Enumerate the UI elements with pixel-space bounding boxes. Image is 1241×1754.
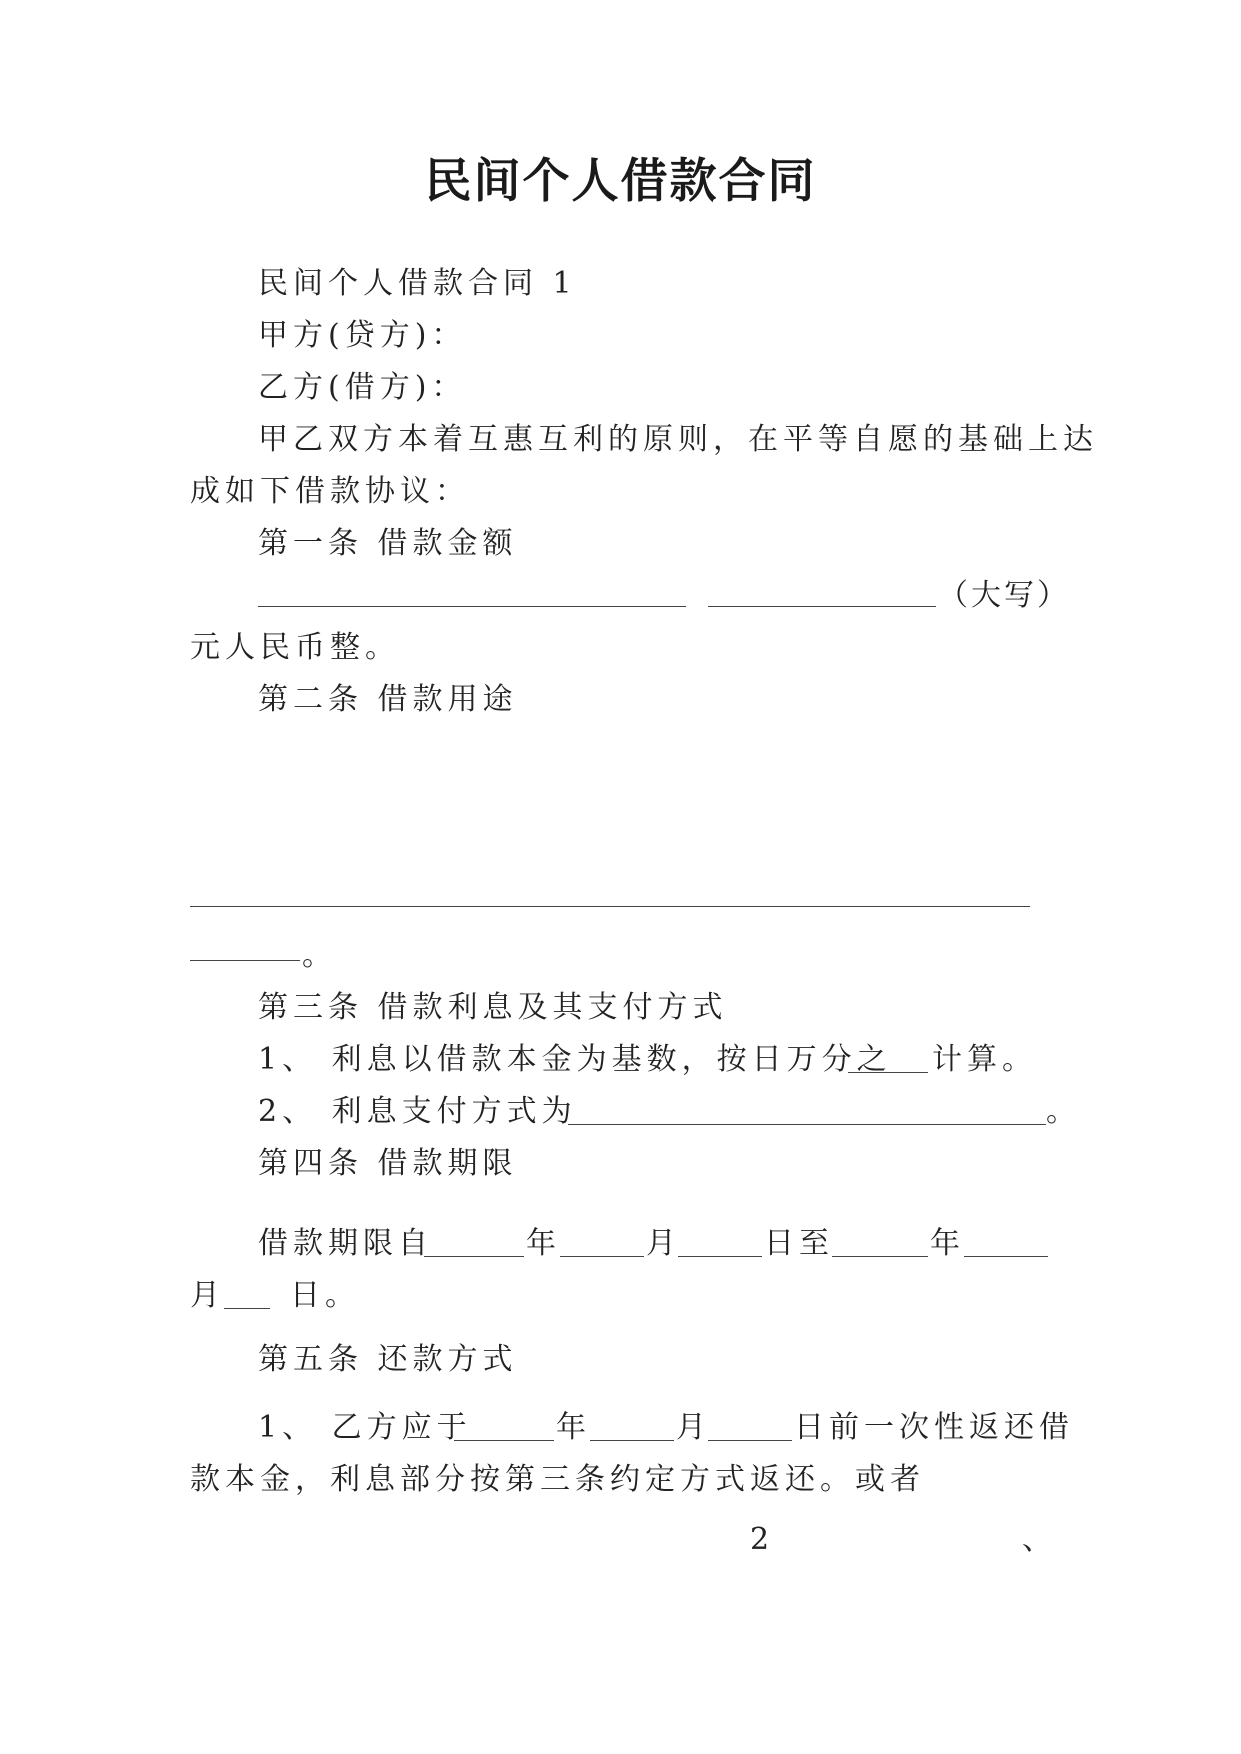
- repayment-day-blank: [708, 1440, 792, 1441]
- repayment-month-blank: [590, 1440, 674, 1441]
- repayment-clause-end: 日前一次性返还借: [794, 1410, 1074, 1445]
- uppercase-note: （大写）: [938, 578, 1070, 613]
- amount-numeric-blank: [258, 606, 686, 607]
- repayment-month-label: 月: [676, 1410, 711, 1445]
- purpose-blank-line-2: [190, 960, 300, 961]
- term-start-day-blank: [678, 1256, 762, 1257]
- repayment-year-label: 年: [556, 1410, 591, 1445]
- article-4-heading: 第四条 借款期限: [258, 1146, 518, 1181]
- party-b-label: 乙方(借方)：: [258, 370, 467, 405]
- term-start-year-blank: [424, 1256, 524, 1257]
- term-end-month-blank: [964, 1256, 1048, 1257]
- intro-paragraph-line-2: 成如下借款协议：: [190, 474, 470, 509]
- interest-payment-blank: [568, 1124, 1046, 1125]
- article-5-heading: 第五条 还款方式: [258, 1342, 518, 1377]
- page-number: 2: [750, 1522, 770, 1557]
- purpose-blank-line-1: [190, 906, 1030, 907]
- article-3-heading: 第三条 借款利息及其支付方式: [258, 990, 728, 1025]
- term-start-month-blank: [560, 1256, 644, 1257]
- interest-rate-blank: [848, 1072, 928, 1073]
- repayment-year-blank: [454, 1440, 554, 1441]
- repayment-clause-start: 1、 乙方应于: [258, 1410, 472, 1445]
- term-end-day-label: 日。: [290, 1278, 360, 1313]
- article-2-heading: 第二条 借款用途: [258, 682, 518, 717]
- interest-payment-end: 。: [1046, 1094, 1081, 1129]
- amount-words-blank: [708, 606, 936, 607]
- article-1-tail: 元人民币整。: [190, 630, 400, 665]
- repayment-clause-line-2: 款本金，利息部分按第三条约定方式返还。或者: [190, 1462, 925, 1497]
- interest-payment-clause: 2、 利息支付方式为: [258, 1094, 577, 1129]
- interest-rate-clause-end: 计算。: [932, 1042, 1037, 1077]
- intro-paragraph-line-1: 甲乙双方本着互惠互利的原则，在平等自愿的基础上达: [258, 422, 1098, 457]
- term-end-year-label: 年: [930, 1226, 965, 1261]
- article-1-heading: 第一条 借款金额: [258, 526, 518, 561]
- term-start-month-label: 月: [646, 1226, 681, 1261]
- term-start-year-label: 年: [526, 1226, 561, 1261]
- party-a-label: 甲方(贷方)：: [258, 318, 467, 353]
- contract-heading: 民间个人借款合同 1: [258, 266, 577, 301]
- term-end-year-blank: [832, 1256, 928, 1257]
- term-from-label: 借款期限自: [258, 1226, 433, 1261]
- term-end-day-blank: [224, 1308, 270, 1309]
- term-start-day-to-label: 日至: [764, 1226, 834, 1261]
- footer-mark: 、: [1022, 1522, 1052, 1557]
- purpose-end-punct: 。: [302, 938, 337, 973]
- interest-rate-clause-start: 1、 利息以借款本金为基数，按日万分之: [258, 1042, 892, 1077]
- document-title: 民间个人借款合同: [424, 154, 817, 209]
- term-end-month-label: 月: [190, 1278, 225, 1313]
